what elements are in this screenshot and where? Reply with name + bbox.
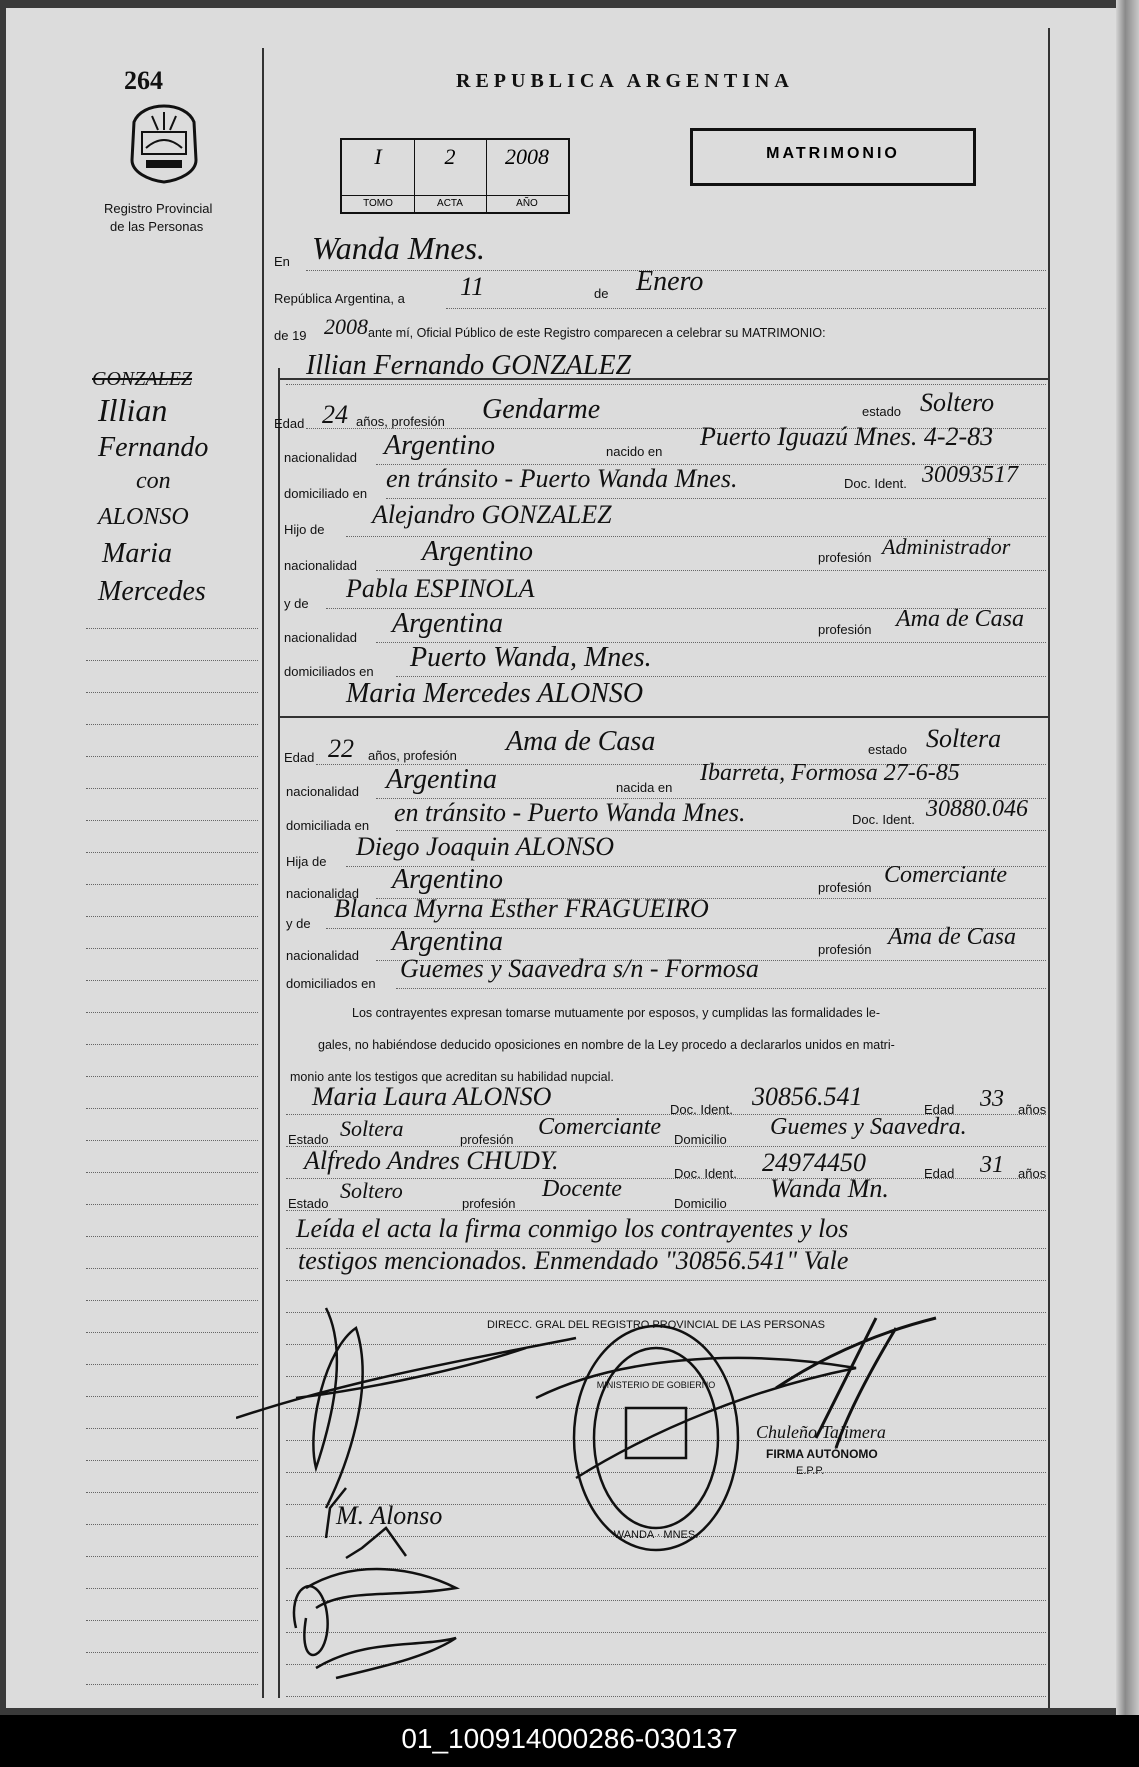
declaration-line2: gales, no habiéndose deducido oposiciones en nombre de la Ley procedo a declararlos unidos en matri- xyxy=(318,1038,895,1052)
margin-note-bride-first: Maria xyxy=(102,538,172,569)
ruled-line xyxy=(86,852,258,853)
bride-edad-label: Edad xyxy=(284,750,315,765)
margin-note-bride-surname: ALONSO xyxy=(98,504,189,530)
page-edge xyxy=(1116,0,1139,1715)
marriage-place: Wanda Mnes. xyxy=(312,230,486,266)
bride-mother: Blanca Myrna Esther FRAGUEIRO xyxy=(334,894,709,923)
groom-y-de-label: y de xyxy=(284,596,309,611)
groom-doc: 30093517 xyxy=(922,462,1018,488)
ruled-line xyxy=(86,1620,258,1621)
bride-nationality: Argentina xyxy=(386,764,497,795)
bride-y-de-label: y de xyxy=(286,916,311,931)
ruled-line xyxy=(86,1684,258,1685)
ruled-line xyxy=(86,916,258,917)
witness-1-profesion-label: profesión xyxy=(460,1132,514,1147)
groom-name: Illian Fernando GONZALEZ xyxy=(306,350,632,381)
groom-birthplace: Puerto Iguazú Mnes. 4-2-83 xyxy=(700,422,994,451)
groom-mother: Pabla ESPINOLA xyxy=(346,574,535,603)
groom-mother-nationality: Argentina xyxy=(392,608,503,639)
groom-edad-label: Edad xyxy=(274,416,305,431)
witness-1-anios-label: años xyxy=(1018,1102,1047,1117)
ruled-line xyxy=(86,1556,258,1557)
ruled-line xyxy=(86,980,258,981)
en-label: En xyxy=(274,254,290,269)
witness-2-domicile: Wanda Mn. xyxy=(770,1174,889,1203)
witness-signatures xyxy=(294,1528,456,1678)
groom-parents-domicile: Puerto Wanda, Mnes. xyxy=(410,642,652,673)
groom-nationality: Argentino xyxy=(384,430,495,461)
officer-name: Chuleño Tajimera xyxy=(756,1422,886,1442)
groom-profesion-label: años, profesión xyxy=(356,414,445,429)
witness-2-age: 31 xyxy=(980,1152,1004,1178)
ruled-line xyxy=(86,948,258,949)
ruled-line xyxy=(86,1268,258,1269)
ruled-line xyxy=(86,1044,258,1045)
witness-2-doc: 24974450 xyxy=(762,1148,866,1177)
footer-bar xyxy=(0,1715,1139,1767)
groom-domiciliado-label: domiciliado en xyxy=(284,486,368,501)
closing-note-line2: testigos mencionados. Enmendado "30856.541" Vale xyxy=(298,1246,849,1275)
groom-doc-label: Doc. Ident. xyxy=(844,476,907,491)
bride-profession: Ama de Casa xyxy=(506,726,656,757)
witness-1-estado: Soltera xyxy=(340,1116,404,1141)
bride-mother-nacionalidad-label: nacionalidad xyxy=(286,948,360,963)
witness-2-estado-label: Estado xyxy=(288,1196,329,1211)
ruled-line xyxy=(86,1012,258,1013)
bride-doc-label: Doc. Ident. xyxy=(852,812,915,827)
footer-id: 01_100914000286-030137 xyxy=(401,1723,738,1754)
groom-mother-profession: Ama de Casa xyxy=(896,606,1024,632)
witness-2-name: Alfredo Andres CHUDY. xyxy=(304,1146,559,1175)
registry-name-line2: de las Personas xyxy=(110,219,204,234)
witness-2-estado: Soltero xyxy=(340,1178,403,1203)
witness-1-domicile: Guemes y Saavedra. xyxy=(770,1114,967,1140)
ruled-line xyxy=(86,1076,258,1077)
ruled-line xyxy=(86,1492,258,1493)
bride-estado-label: estado xyxy=(868,742,908,757)
ruled-line xyxy=(86,1300,258,1301)
bride-age: 22 xyxy=(328,734,354,763)
groom-hijo-label: Hijo de xyxy=(284,522,325,537)
officer-subtitle: E.P.P. xyxy=(796,1465,825,1477)
witness-2-edad-label: Edad xyxy=(924,1166,955,1181)
bride-profesion-label: años, profesión xyxy=(368,748,457,763)
ruled-line xyxy=(86,724,258,725)
bride-hija-label: Hija de xyxy=(286,854,327,869)
ruled-line xyxy=(86,660,258,661)
republica-label: República Argentina, a xyxy=(274,291,405,306)
groom-profession: Gendarme xyxy=(482,394,601,425)
ruled-line xyxy=(86,756,258,757)
stamp-outer-text: DIRECC. GRAL DEL REGISTRO PROVINCIAL DE LAS PERSONAS xyxy=(486,1319,826,1331)
bride-mother-profesion-label: profesión xyxy=(818,942,872,957)
marriage-month: Enero xyxy=(636,266,704,297)
year-prefix: de 19 xyxy=(274,328,307,343)
bride-mother-profession: Ama de Casa xyxy=(888,924,1016,950)
margin-note-surname: GONZALEZ xyxy=(92,368,193,390)
bride-father-profession: Comerciante xyxy=(884,862,1008,888)
de-label: de xyxy=(594,286,609,301)
bride-mother-nationality: Argentina xyxy=(392,926,503,957)
witness-1-name: Maria Laura ALONSO xyxy=(312,1082,552,1111)
groom-mother-nacionalidad-label: nacionalidad xyxy=(284,630,358,645)
witness-1-domicilio-label: Domicilio xyxy=(674,1132,727,1147)
ruled-line xyxy=(86,1172,258,1173)
ruled-line xyxy=(86,884,258,885)
groom-signature xyxy=(236,1308,576,1508)
witness-1-doc: 30856.541 xyxy=(752,1082,863,1111)
ruled-line xyxy=(86,628,258,629)
ruled-line xyxy=(86,1460,258,1461)
marriage-day: 11 xyxy=(460,272,485,301)
signatures-area xyxy=(236,1288,1056,1708)
anio-value: 2008 xyxy=(505,144,549,169)
ruled-line xyxy=(86,820,258,821)
groom-age: 24 xyxy=(322,400,348,429)
bride-birthplace: Ibarreta, Formosa 27-6-85 xyxy=(700,760,960,786)
witness-1-profession: Comerciante xyxy=(538,1114,662,1140)
tomo-acta-anio-table xyxy=(340,138,570,214)
witness-2-anios-label: años xyxy=(1018,1166,1047,1181)
witness-1-estado-label: Estado xyxy=(288,1132,329,1147)
groom-father-nacionalidad-label: nacionalidad xyxy=(284,558,358,573)
bride-father-nacionalidad-label: nacionalidad xyxy=(286,886,360,901)
record-type-label: MATRIMONIO xyxy=(766,145,900,162)
marriage-year: 2008 xyxy=(324,314,368,339)
ruled-line xyxy=(86,1364,258,1365)
acta-value: 2 xyxy=(444,144,456,169)
groom-domicile: en tránsito - Puerto Wanda Mnes. xyxy=(386,464,738,493)
anio-label: AÑO xyxy=(486,195,568,212)
country-title: REPUBLICA ARGENTINA xyxy=(456,70,794,92)
ruled-line xyxy=(86,1588,258,1589)
bride-father-profesion-label: profesión xyxy=(818,880,872,895)
bride-estado: Soltera xyxy=(926,724,1002,753)
tomo-label: TOMO xyxy=(342,195,414,212)
acta-label: ACTA xyxy=(414,195,486,212)
groom-parents-domicile-label: domiciliados en xyxy=(284,664,374,679)
bride-father-nationality: Argentino xyxy=(392,864,503,895)
ruled-line xyxy=(86,1140,258,1141)
witness-2-profesion-label: profesión xyxy=(462,1196,516,1211)
provincial-coat-of-arms-icon xyxy=(122,102,206,184)
groom-father-profession: Administrador xyxy=(882,534,1011,559)
document-page xyxy=(6,8,1116,1708)
margin-note-middle-name: Fernando xyxy=(98,432,209,463)
groom-nacido-label: nacido en xyxy=(606,444,663,459)
groom-nacionalidad-label: nacionalidad xyxy=(284,450,358,465)
witness-2-doc-label: Doc. Ident. xyxy=(674,1166,737,1181)
bride-parents-domicile: Guemes y Saavedra s/n - Formosa xyxy=(400,954,759,983)
tomo-value: I xyxy=(374,144,382,169)
registry-name-line1: Registro Provincial xyxy=(104,201,213,216)
ruled-line xyxy=(86,788,258,789)
groom-mother-profesion-label: profesión xyxy=(818,622,872,637)
margin-note-bride-second: Mercedes xyxy=(98,576,206,607)
witness-1-age: 33 xyxy=(980,1086,1004,1112)
ruled-line xyxy=(86,692,258,693)
closing-note-line1: Leída el acta la firma conmigo los contrayentes y los xyxy=(296,1214,849,1243)
ruled-line xyxy=(86,1396,258,1397)
stamp-bottom-text: WANDA · MNES. xyxy=(613,1529,699,1541)
margin-note-con: con xyxy=(136,468,171,494)
ruled-line xyxy=(86,1108,258,1109)
bride-father: Diego Joaquin ALONSO xyxy=(356,832,615,861)
bride-doc: 30880.046 xyxy=(926,796,1028,822)
groom-estado-label: estado xyxy=(862,404,902,419)
bride-nacida-label: nacida en xyxy=(616,780,673,795)
declaration-line3: monio ante los testigos que acreditan su habilidad nupcial. xyxy=(290,1070,614,1084)
ruled-line xyxy=(86,1524,258,1525)
declaration-line1: Los contrayentes expresan tomarse mutuamente por esposos, y cumplidas las formalidades le- xyxy=(352,1006,881,1020)
bride-domiciliada-label: domiciliada en xyxy=(286,818,370,833)
bride-parents-domicile-label: domiciliados en xyxy=(286,976,376,991)
margin-note-first-name: Illian xyxy=(98,392,168,428)
bride-name: Maria Mercedes ALONSO xyxy=(346,678,644,709)
stamp-inner-text: MINISTERIO DE GOBIERNO xyxy=(596,1380,716,1390)
witness-2-domicilio-label: Domicilio xyxy=(674,1196,727,1211)
ruled-line xyxy=(86,1204,258,1205)
witness-1-edad-label: Edad xyxy=(924,1102,955,1117)
groom-estado: Soltero xyxy=(920,388,995,417)
ruled-line xyxy=(86,1236,258,1237)
ruled-line xyxy=(86,1428,258,1429)
intro-statement: ante mí, Oficial Público de este Registro comparecen a celebrar su MATRIMONIO: xyxy=(368,326,826,340)
page-number: 264 xyxy=(124,66,163,95)
groom-father-nationality: Argentino xyxy=(422,536,533,567)
witness-2-profession: Docente xyxy=(542,1176,622,1202)
officer-title: FIRMA AUTÓNOMO xyxy=(766,1447,878,1461)
ruled-line xyxy=(86,1332,258,1333)
bride-domicile: en tránsito - Puerto Wanda Mnes. xyxy=(394,798,746,827)
groom-father-profesion-label: profesión xyxy=(818,550,872,565)
record-type-box xyxy=(690,128,976,186)
witness-1-doc-label: Doc. Ident. xyxy=(670,1102,733,1117)
ruled-line xyxy=(86,1652,258,1653)
groom-father: Alejandro GONZALEZ xyxy=(372,500,612,529)
bride-nacionalidad-label: nacionalidad xyxy=(286,784,360,799)
bride-signature-text: M. Alonso xyxy=(336,1501,443,1530)
